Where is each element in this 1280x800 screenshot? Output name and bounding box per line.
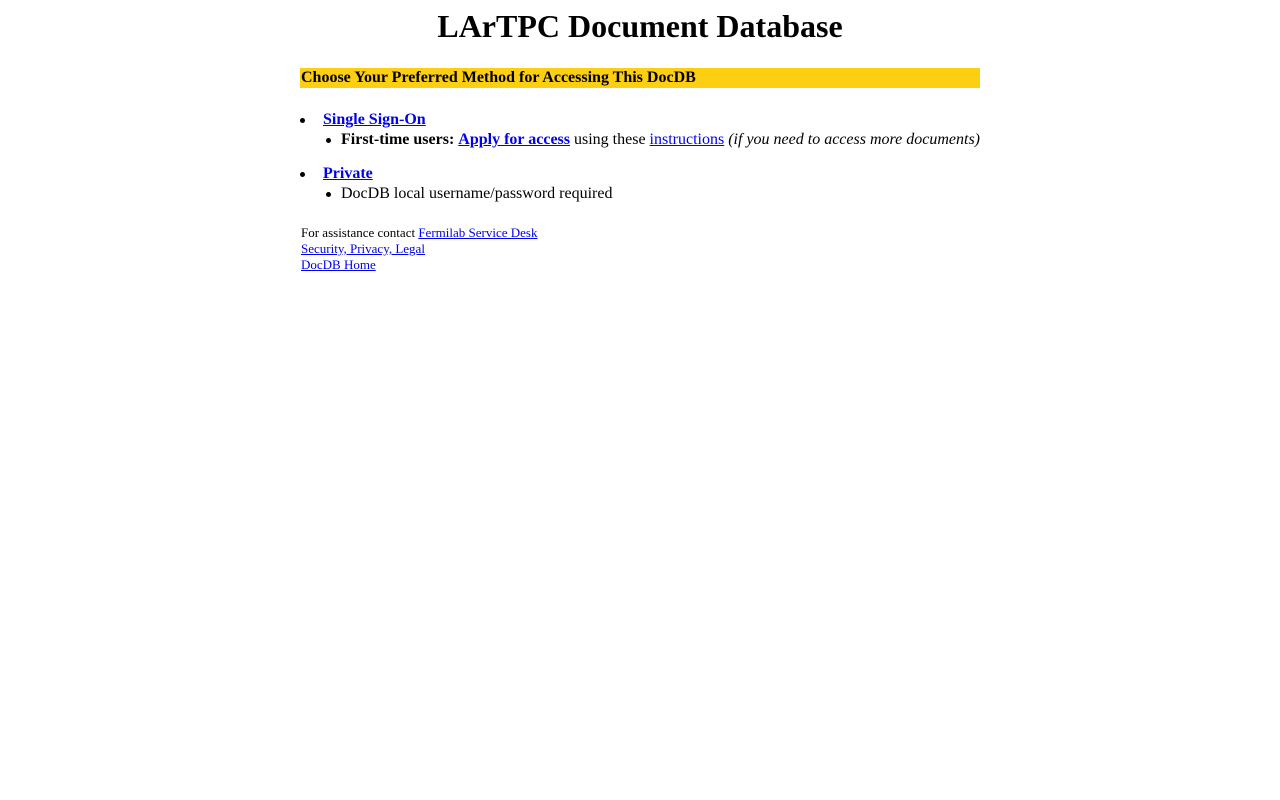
private-details bbox=[323, 184, 1000, 204]
private-detail-text: DocDB local username/password required bbox=[341, 185, 613, 202]
method-private bbox=[300, 164, 1000, 204]
bullet-icon bbox=[326, 192, 331, 197]
service-desk-link[interactable]: Fermilab Service Desk bbox=[418, 225, 538, 240]
access-method-banner bbox=[300, 68, 980, 88]
security-privacy-legal-link[interactable]: Security, Privacy, Legal bbox=[301, 241, 425, 256]
assistance-text: For assistance contact bbox=[301, 225, 416, 240]
first-time-users-item bbox=[323, 130, 1000, 150]
single-sign-on-details bbox=[323, 130, 1000, 150]
instructions-link[interactable]: instructions bbox=[649, 131, 725, 148]
assistance-line bbox=[301, 225, 537, 241]
bullet-icon bbox=[300, 172, 305, 177]
private-detail-item bbox=[323, 184, 1000, 204]
access-method-list bbox=[300, 110, 1000, 204]
method-single-sign-on bbox=[300, 110, 1000, 150]
single-sign-on-link[interactable]: Single Sign-On bbox=[323, 111, 426, 128]
first-time-users-label: First-time users: bbox=[341, 131, 455, 148]
access-note: (if you need to access more documents) bbox=[728, 131, 980, 148]
bullet-icon bbox=[326, 138, 331, 143]
private-link[interactable]: Private bbox=[323, 165, 373, 182]
home-line bbox=[301, 257, 537, 273]
using-these-text: using these bbox=[574, 131, 646, 148]
page-title: LArTPC Document Database bbox=[437, 8, 843, 44]
bullet-icon bbox=[300, 118, 305, 123]
footer bbox=[301, 225, 537, 273]
docdb-home-link[interactable]: DocDB Home bbox=[301, 257, 376, 272]
security-line bbox=[301, 241, 537, 257]
apply-for-access-link[interactable]: Apply for access bbox=[458, 131, 570, 148]
banner-text: Choose Your Preferred Method for Accessing This DocDB bbox=[301, 69, 696, 86]
